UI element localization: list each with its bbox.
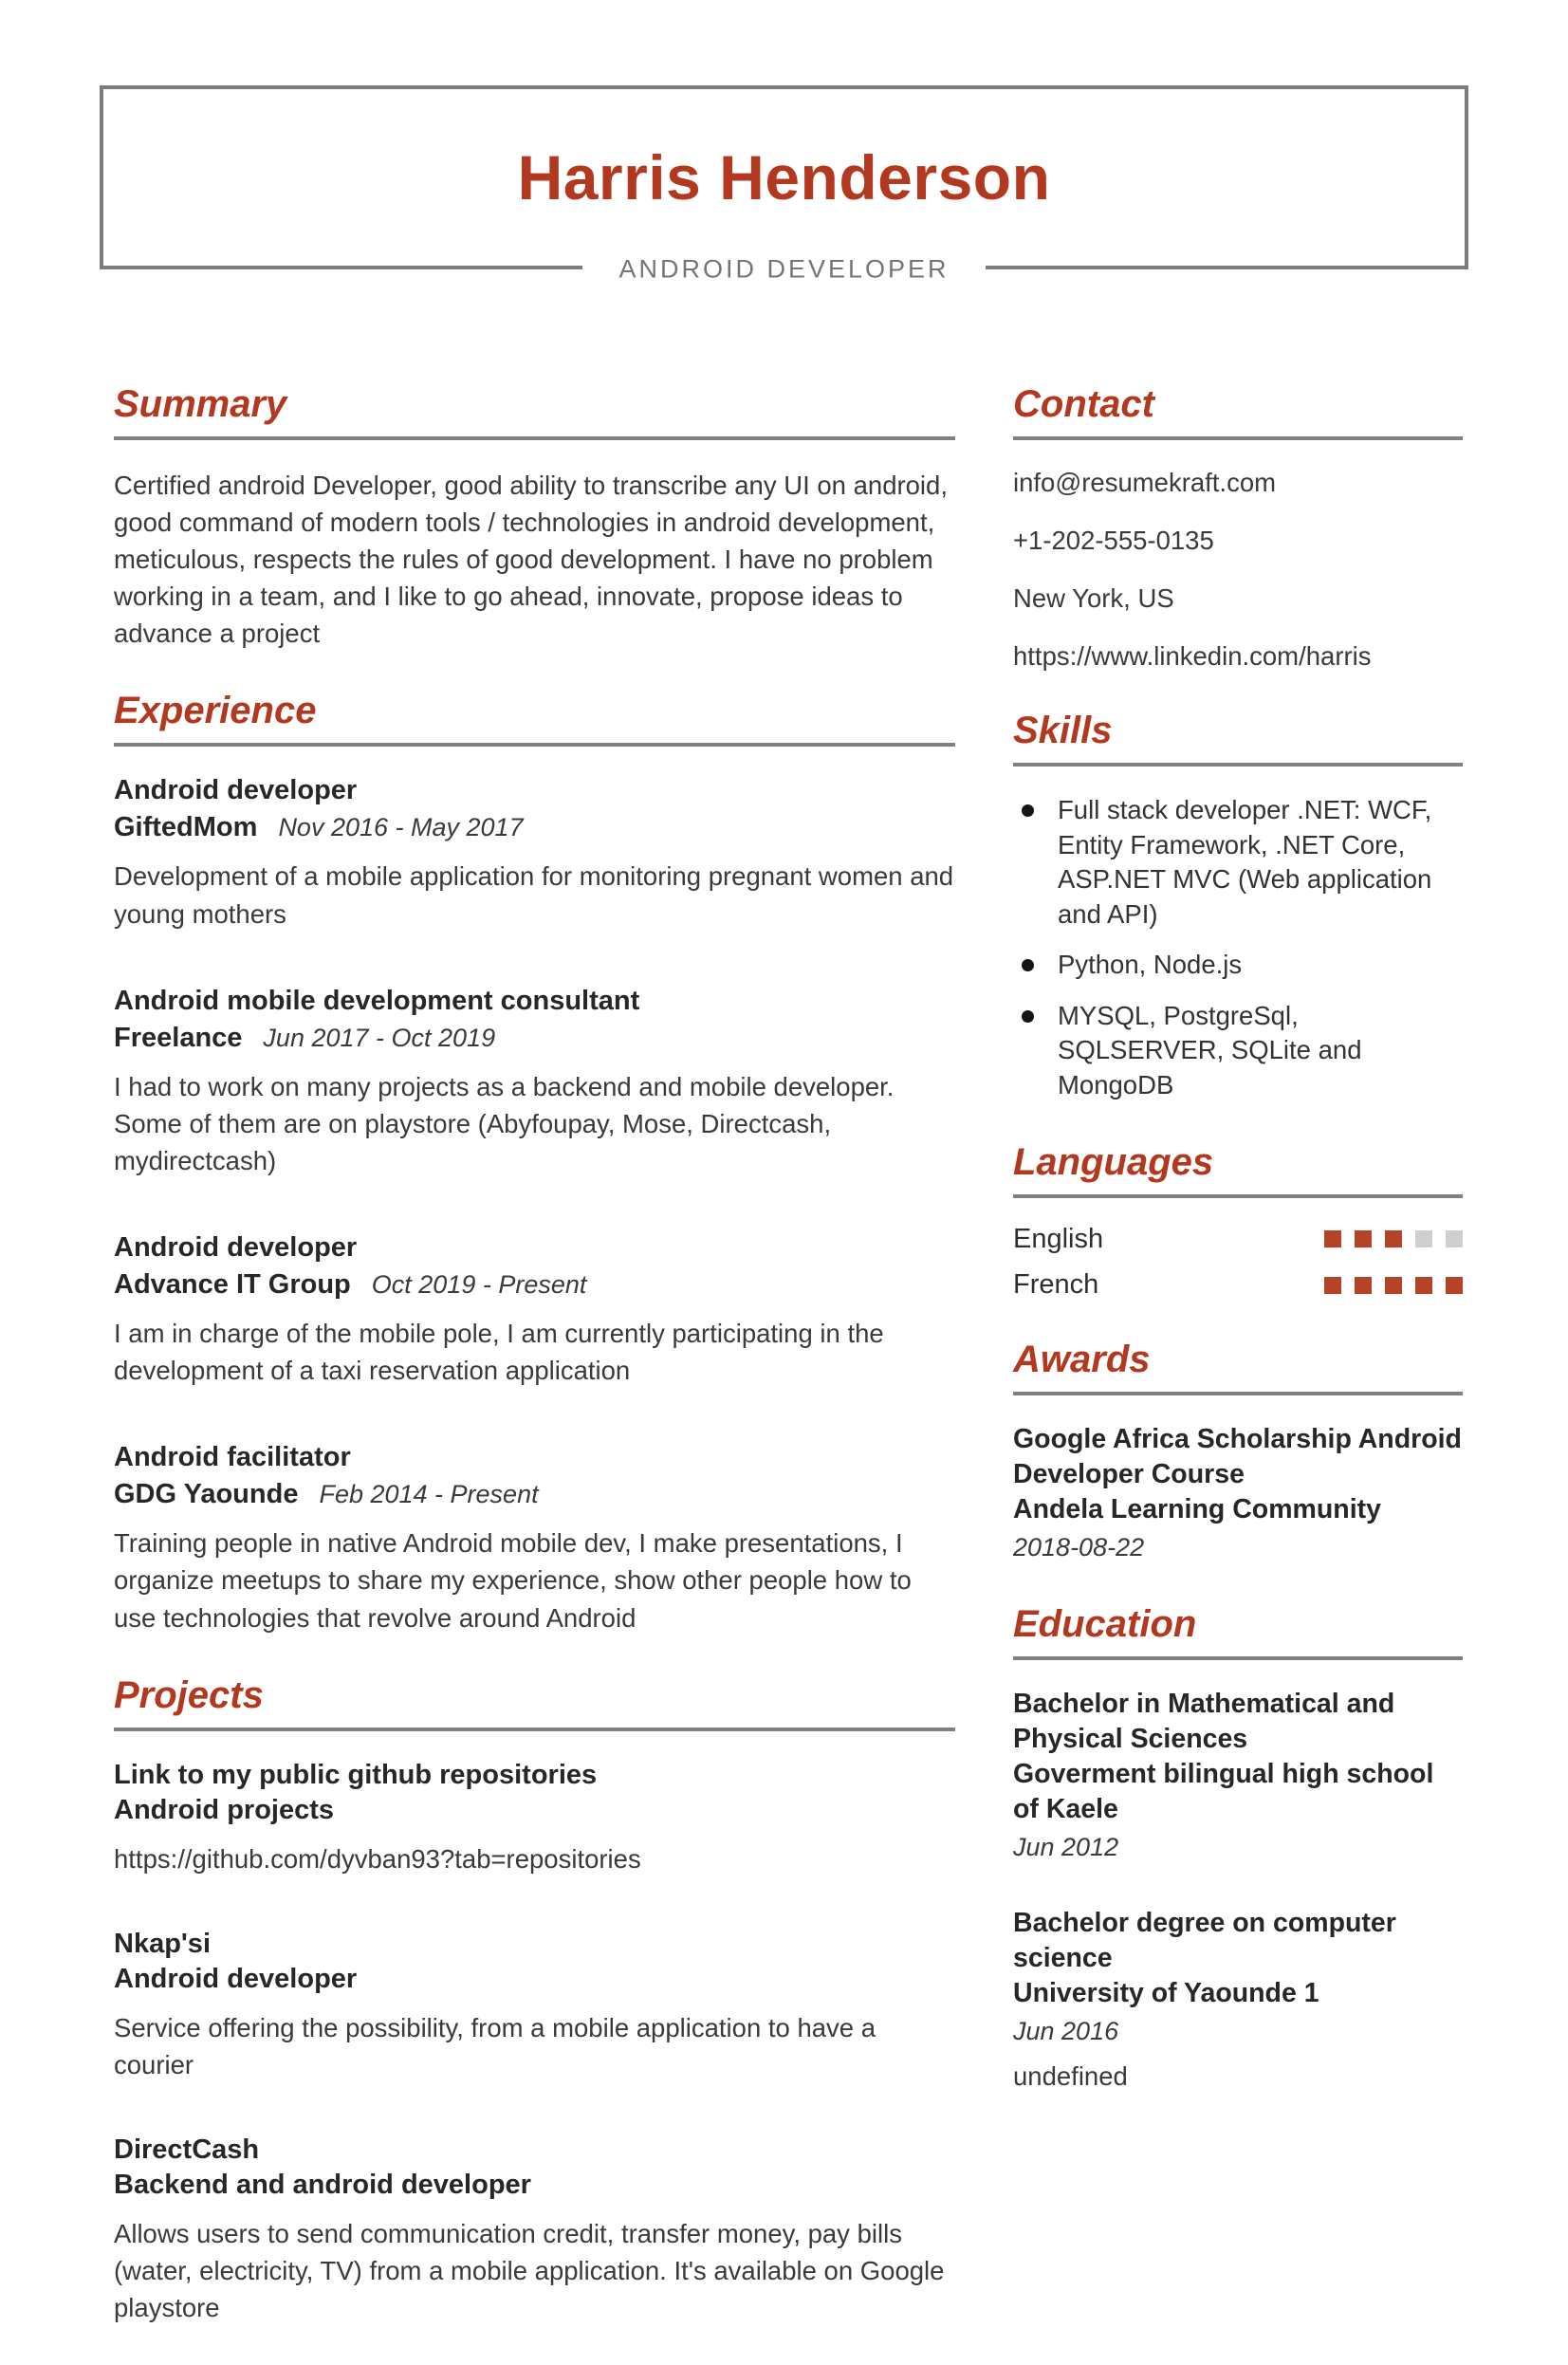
left-column: [114, 383, 955, 2365]
level-square-filled: [1385, 1277, 1402, 1294]
job-description: I am in charge of the mobile pole, I am currently participating in the development of a taxi reservation application: [114, 1319, 884, 1386]
summary-heading: Summary: [114, 383, 955, 440]
education-entry: [1013, 1687, 1463, 1864]
experience-entry: [114, 773, 955, 932]
language-name: French: [1013, 1269, 1099, 1301]
skills-heading: Skills: [1013, 710, 1463, 767]
company-name: GiftedMom: [114, 812, 258, 843]
skill-item: Full stack developer .NET: WCF, Entity Framework, .NET Core, ASP.NET MVC (Web application and API): [1013, 793, 1463, 932]
project-name: Nkap'si: [114, 1928, 211, 1959]
education-degree: Bachelor in Mathematical and Physical Sciences: [1013, 1688, 1395, 1754]
right-column: [1013, 383, 1463, 2130]
job-description: Training people in native Android mobile dev, I make presentations, I organize meetups to share my experience, show other people how to use technologies that revolve around Android: [114, 1528, 912, 1633]
company-name: Freelance: [114, 1022, 243, 1053]
awards-section: [1013, 1339, 1463, 1564]
contact-heading: Contact: [1013, 383, 1463, 440]
education-entry: [1013, 1906, 1463, 2092]
contact-email: info@resumekraft.com: [1013, 468, 1277, 497]
level-square-filled: [1355, 1230, 1372, 1247]
job-title: ANDROID DEVELOPER: [582, 257, 985, 283]
education-school: University of Yaounde 1: [1013, 1977, 1319, 2008]
level-square-filled: [1385, 1230, 1402, 1247]
project-entry: [114, 1927, 955, 2083]
job-description: I had to work on many projects as a backend and mobile developer. Some of them are on playstore (Abyfoupay, Mose, Directcash, mydirectcash): [114, 1071, 895, 1175]
language-row: [1013, 1270, 1463, 1301]
project-name: Link to my public github repositories: [114, 1759, 598, 1790]
contact-section: [1013, 383, 1463, 672]
language-row: [1013, 1225, 1463, 1255]
project-description: https://github.com/dyvban93?tab=repositories: [114, 1843, 641, 1874]
project-name: DirectCash: [114, 2134, 260, 2166]
job-dates: Nov 2016 - May 2017: [278, 813, 524, 842]
job-meta: [114, 1267, 955, 1303]
experience-section: [114, 690, 955, 1635]
experience-entry: [114, 1230, 955, 1389]
job-title-row: [103, 254, 1465, 284]
person-name: Harris Henderson: [517, 142, 1051, 212]
level-square-filled: [1415, 1277, 1432, 1294]
job-title-text: Android mobile development consultant: [114, 985, 640, 1016]
language-level-indicator: [1324, 1230, 1463, 1247]
projects-heading: Projects: [114, 1674, 955, 1731]
job-meta: [114, 810, 955, 845]
project-role: Android projects: [114, 1794, 335, 1825]
content-columns: [0, 383, 1568, 2365]
contact-phone: +1-202-555-0135: [1013, 526, 1214, 555]
award-date: 2018-08-22: [1013, 1533, 1145, 1562]
project-role: Android developer: [114, 1963, 358, 1994]
summary-section: [114, 383, 955, 652]
skills-list: [1013, 793, 1463, 1103]
job-title-text: Android developer: [114, 775, 358, 806]
job-meta: [114, 1477, 955, 1512]
education-degree: Bachelor degree on computer science: [1013, 1907, 1396, 1973]
company-name: GDG Yaounde: [114, 1479, 299, 1510]
education-heading: Education: [1013, 1603, 1463, 1660]
education-date: Jun 2012: [1013, 1832, 1119, 1861]
job-dates: Feb 2014 - Present: [319, 1480, 539, 1509]
projects-section: [114, 1674, 955, 2327]
education-section: [1013, 1603, 1463, 2093]
job-title-text: Android facilitator: [114, 1442, 351, 1473]
award-title: Google Africa Scholarship Android Developer Course: [1013, 1424, 1462, 1490]
education-school: Goverment bilingual high school of Kaele: [1013, 1758, 1434, 1824]
contact-location: New York, US: [1013, 583, 1174, 613]
level-square-filled: [1324, 1277, 1341, 1294]
job-description: Development of a mobile application for monitoring pregnant women and young mothers: [114, 861, 954, 929]
education-date: Jun 2016: [1013, 2016, 1119, 2045]
awards-heading: Awards: [1013, 1339, 1463, 1395]
project-description: Allows users to send communication credit, transfer money, pay bills (water, electricity, TV) from a mobile application. It's available on Google playstore: [114, 2219, 945, 2323]
project-role: Backend and android developer: [114, 2170, 531, 2201]
language-name: English: [1013, 1223, 1104, 1254]
level-square-empty: [1446, 1230, 1463, 1247]
job-dates: Jun 2017 - Oct 2019: [263, 1023, 496, 1052]
experience-heading: Experience: [114, 690, 955, 747]
experience-entry: [114, 984, 955, 1179]
job-dates: Oct 2019 - Present: [371, 1270, 587, 1300]
project-entry: [114, 1758, 955, 1877]
languages-section: [1013, 1141, 1463, 1302]
award-issuer: Andela Learning Community: [1013, 1494, 1381, 1525]
company-name: Advance IT Group: [114, 1269, 351, 1301]
skill-item: Python, Node.js: [1013, 948, 1463, 983]
language-level-indicator: [1324, 1277, 1463, 1294]
job-title-text: Android developer: [114, 1231, 358, 1263]
summary-text: Certified android Developer, good ability to transcribe any UI on android, good command of modern tools / technologies in android development, meticulous, respects the rules of good development. I have no problem working in a team, and I like to go ahead, innovate, propose ideas to advance a project: [114, 471, 948, 649]
project-description: Service offering the possibility, from a mobile application to have a courier: [114, 2013, 876, 2080]
languages-heading: Languages: [1013, 1141, 1463, 1198]
level-square-filled: [1324, 1230, 1341, 1247]
skills-section: [1013, 710, 1463, 1103]
level-square-filled: [1355, 1277, 1372, 1294]
job-meta: [114, 1021, 955, 1056]
level-square-filled: [1446, 1277, 1463, 1294]
level-square-empty: [1415, 1230, 1432, 1247]
header-box: [100, 85, 1468, 284]
contact-linkedin: https://www.linkedin.com/harris: [1013, 641, 1372, 671]
skill-item: MYSQL, PostgreSql, SQLSERVER, SQLite and MongoDB: [1013, 999, 1463, 1103]
project-entry: [114, 2133, 955, 2326]
experience-entry: [114, 1440, 955, 1635]
education-note: undefined: [1013, 2061, 1128, 2092]
